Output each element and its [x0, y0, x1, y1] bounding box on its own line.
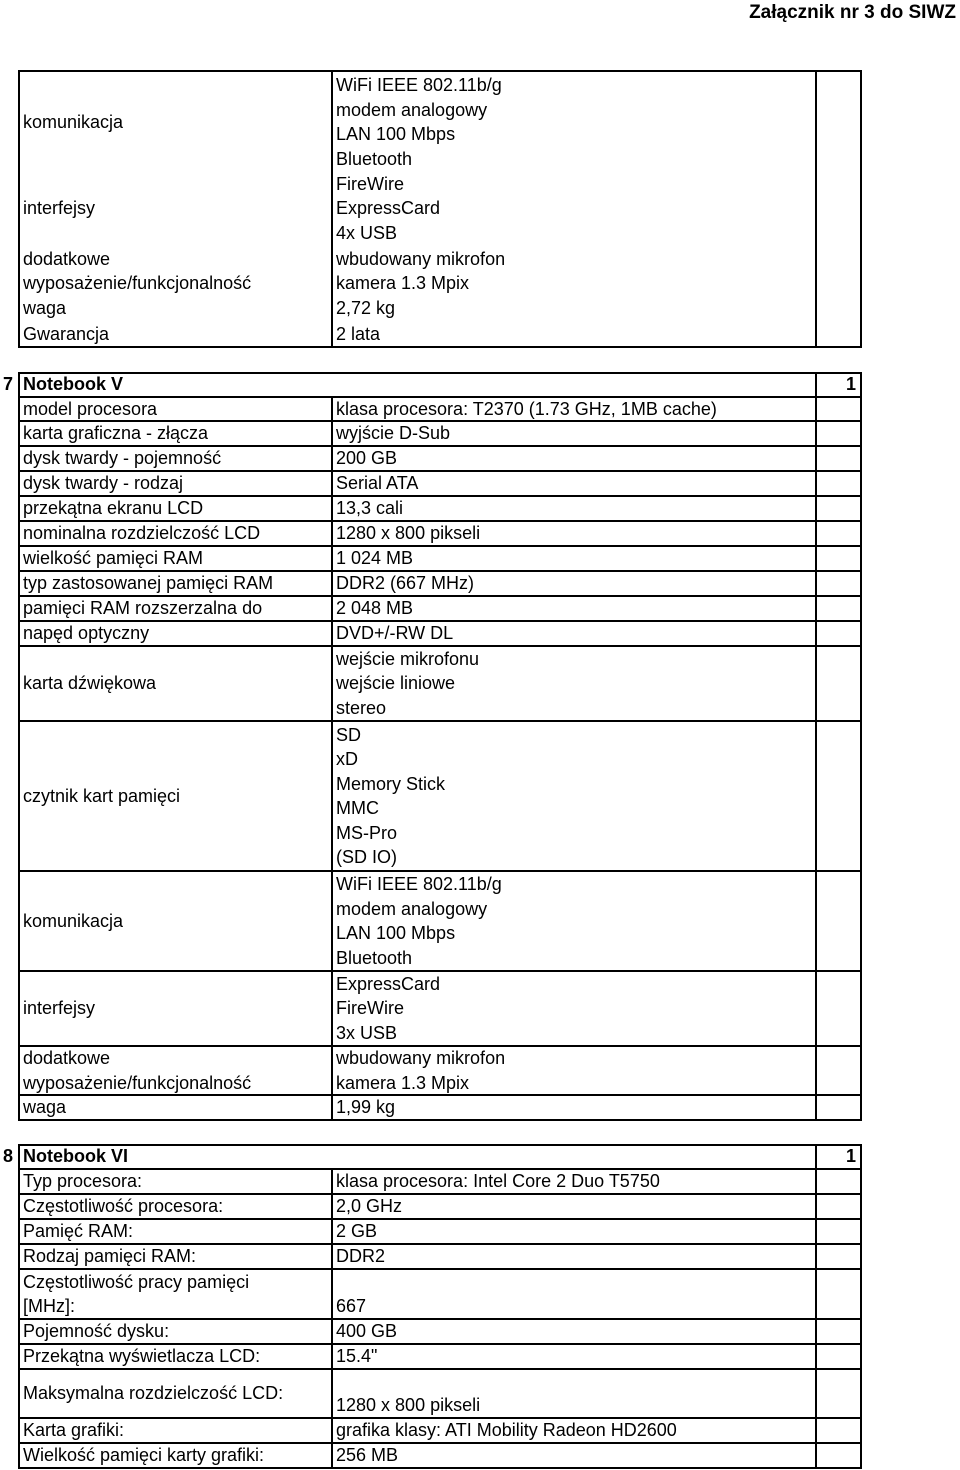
s8-top-border	[18, 1144, 862, 1146]
s7-col3-border	[815, 372, 817, 1120]
s7-row-value	[336, 397, 717, 422]
s7-row-divider	[18, 595, 331, 597]
s7-row-value-line: Serial ATA	[336, 473, 419, 494]
s7-row-value-line: 1 024 MB	[336, 548, 414, 569]
s7-row-divider	[18, 420, 331, 422]
top-row-value-line: WiFi IEEE 802.11b/g	[336, 75, 502, 95]
s7-row-value-line: (SD IO)	[336, 847, 397, 867]
top-row-label	[23, 247, 251, 296]
s7-row-label-line: model procesora	[23, 398, 158, 419]
s7-row-divider	[18, 570, 331, 572]
s8-row-value-line: 15.4"	[336, 1346, 378, 1367]
s7-row-label-line: pamięci RAM rozszerzalna do	[23, 598, 263, 619]
s8-title-underline	[18, 1168, 331, 1170]
s7-row-value	[336, 723, 445, 870]
s7-row-divider	[18, 1094, 331, 1096]
s7-row-value-line: klasa procesora: T2370 (1.73 GHz, 1MB cache)	[336, 398, 717, 419]
s8-row-label-line: Częstotliwość procesora:	[23, 1196, 224, 1217]
s7-value-divider	[331, 595, 862, 597]
s7-row-value	[336, 1095, 395, 1120]
page-header: Załącznik nr 3 do SIWZ	[749, 2, 956, 23]
s7-row-label	[23, 671, 156, 696]
s7-row-label-line: napęd optyczny	[23, 623, 150, 644]
s8-row-value	[336, 1194, 402, 1219]
s7-row-label	[23, 596, 262, 621]
top-row-value	[336, 247, 505, 296]
s7-row-divider	[18, 720, 331, 722]
top-row-value-line: 4x USB	[336, 222, 398, 243]
top-row-label	[23, 110, 123, 135]
top-col3-border	[815, 71, 817, 347]
s7-value-divider	[331, 545, 862, 547]
s8-row-label-line: Przekątna wyświetlacza LCD:	[23, 1346, 261, 1367]
s7-value-divider	[331, 445, 862, 447]
s7-row-value	[336, 546, 413, 571]
s7-row-value-line: stereo	[336, 697, 387, 718]
s8-row-label	[23, 1443, 264, 1468]
s7-row-value	[336, 521, 480, 546]
s8-row-label-line: Pamięć RAM:	[23, 1221, 134, 1242]
s8-row-label	[23, 1344, 260, 1369]
s7-row-value-line: 13,3 cali	[336, 498, 404, 519]
s7-title-underline	[18, 396, 331, 398]
s7-row-label	[23, 1095, 66, 1120]
s8-value-divider	[331, 1368, 862, 1370]
s7-value-divider	[331, 970, 862, 972]
s7-value-top	[331, 396, 862, 398]
s7-row-label	[23, 621, 149, 646]
top-row-value-line: ExpressCard	[336, 198, 441, 219]
s7-row-divider	[18, 970, 331, 972]
s7-row-label-line: typ zastosowanej pamięci RAM	[23, 573, 274, 594]
s7-row-value-line: 2 048 MB	[336, 598, 414, 619]
s8-row-label-line: Karta grafiki:	[23, 1420, 125, 1441]
s7-row-label-line: dysk twardy - pojemność	[23, 448, 222, 469]
s8-row-value-line: 667	[336, 1295, 367, 1316]
s7-row-value-line: 200 GB	[336, 448, 398, 469]
top-row-label-line: komunikacja	[23, 111, 124, 132]
s7-left-border	[18, 372, 20, 1121]
s8-value-divider	[331, 1318, 862, 1320]
s7-row-value	[336, 421, 450, 446]
s8-row-value	[336, 1219, 377, 1244]
s7-row-divider	[18, 470, 331, 472]
s7-row-value-line: LAN 100 Mbps	[336, 923, 456, 943]
s7-value-divider	[331, 1094, 862, 1096]
s8-row-label	[23, 1381, 283, 1406]
top-top-border	[18, 70, 862, 72]
s7-row-divider	[18, 1045, 331, 1047]
s8-col3-border	[815, 1144, 817, 1468]
top-row-value-line: 2 lata	[336, 323, 381, 344]
s8-row-label	[23, 1219, 133, 1244]
top-mid-border	[331, 71, 333, 347]
s7-row-value-line: WiFi IEEE 802.11b/g	[336, 874, 502, 894]
top-row-value-line: 2,72 kg	[336, 298, 396, 319]
s7-row-value-line: Bluetooth	[336, 947, 413, 968]
s8-row-value-line: grafika klasy: ATI Mobility Radeon HD2600	[336, 1420, 677, 1441]
s7-row-label	[23, 521, 260, 546]
s7-value-divider	[331, 570, 862, 572]
s8-row-divider	[18, 1318, 331, 1320]
s8-value-divider	[331, 1243, 862, 1245]
s7-row-value-line: 3x USB	[336, 1022, 398, 1043]
top-row-value	[336, 296, 395, 321]
s8-row-value-line: DDR2	[336, 1246, 386, 1267]
s7-row-label-line: nominalna rozdzielczość LCD	[23, 523, 261, 544]
s7-row-value	[336, 647, 479, 721]
s7-row-value-line: DVD+/-RW DL	[336, 623, 454, 644]
s7-value-divider	[331, 720, 862, 722]
top-row-label	[23, 196, 95, 221]
s7-row-value	[336, 621, 453, 646]
s7-row-label	[23, 996, 95, 1021]
s7-row-value-line: MS-Pro	[336, 822, 398, 843]
s7-row-divider	[18, 645, 331, 647]
s7-row-value	[336, 496, 403, 521]
s7-row-divider	[18, 545, 331, 547]
top-row-value	[336, 73, 502, 171]
s7-quantity: 1	[846, 374, 857, 394]
s7-row-value-line: wejście liniowe	[336, 673, 456, 694]
s7-row-label	[23, 546, 203, 571]
s8-row-value	[336, 1418, 677, 1443]
top-row-value-line: LAN 100 Mbps	[336, 124, 456, 144]
s7-row-divider	[18, 520, 331, 522]
s7-row-value	[336, 1046, 505, 1095]
s7-value-divider	[331, 870, 862, 872]
s7-row-value-line: wyjście D-Sub	[336, 423, 451, 444]
top-row-label	[23, 322, 109, 347]
s8-row-value	[336, 1169, 660, 1194]
s7-value-divider	[331, 620, 862, 622]
s7-mid-border	[331, 396, 333, 1121]
top-row-value-line: FireWire	[336, 173, 404, 194]
s7-row-value-line: SD	[336, 724, 362, 745]
s8-row-value-line: 256 MB	[336, 1445, 399, 1466]
s8-row-value	[336, 1393, 480, 1418]
s8-row-value-line: 400 GB	[336, 1321, 398, 1342]
s7-row-label	[23, 446, 221, 471]
s7-row-label-line: komunikacja	[23, 910, 124, 931]
s7-row-value	[336, 872, 502, 970]
s7-row-label	[23, 397, 157, 422]
s8-value-divider	[331, 1442, 862, 1444]
top-row-label	[23, 296, 66, 321]
s8-row-value-line: 2 GB	[336, 1221, 378, 1242]
s8-row-value-line: 2,0 GHz	[336, 1196, 403, 1217]
s7-title: Notebook V	[23, 374, 124, 394]
s7-row-value-line: xD	[336, 749, 358, 769]
s7-value-divider	[331, 1045, 862, 1047]
s8-row-label-line: Maksymalna rozdzielczość LCD:	[23, 1383, 284, 1404]
s7-row-label-line: czytnik kart pamięci	[23, 785, 181, 806]
s7-row-label	[23, 421, 208, 446]
s7-row-divider	[18, 445, 331, 447]
s7-bottom-border	[18, 1119, 862, 1121]
s7-row-label	[23, 496, 203, 521]
s8-row-label-line: [MHz]:	[23, 1296, 75, 1316]
s8-row-divider	[18, 1368, 331, 1370]
s8-row-label-line: Typ procesora:	[23, 1171, 143, 1192]
s7-row-value-line: Memory Stick	[336, 773, 446, 794]
top-row-value-line: wbudowany mikrofon	[336, 248, 506, 269]
s7-row-label	[23, 909, 123, 934]
top-left-border	[18, 71, 20, 347]
top-row-label-line: dodatkowe	[23, 248, 111, 269]
s8-row-label-line: Wielkość pamięci karty grafiki:	[23, 1445, 265, 1466]
s7-row-value-line: DDR2 (667 MHz)	[336, 573, 475, 594]
s7-number: 7	[3, 374, 14, 394]
s8-row-value	[336, 1294, 366, 1319]
top-row-label-line: waga	[23, 298, 67, 319]
s8-row-value-line: klasa procesora: Intel Core 2 Duo T5750	[336, 1171, 660, 1192]
top-row-value-line: modem analogowy	[336, 99, 488, 120]
top-row-label-line: Gwarancja	[23, 323, 110, 344]
s7-row-value-line: MMC	[336, 798, 379, 818]
top-row-value	[336, 172, 440, 246]
s8-row-label	[23, 1319, 169, 1344]
s7-row-value-line: wejście mikrofonu	[336, 648, 480, 669]
s8-row-divider	[18, 1442, 331, 1444]
s7-row-divider	[18, 495, 331, 497]
s8-bottom-border	[18, 1467, 862, 1469]
s8-row-label-line: Częstotliwość pracy pamięci	[23, 1271, 250, 1292]
s8-row-label	[23, 1194, 223, 1219]
s8-row-value	[336, 1443, 398, 1468]
s7-row-value-line: 1,99 kg	[336, 1097, 396, 1118]
s8-row-divider	[18, 1243, 331, 1245]
s8-number: 8	[3, 1146, 14, 1166]
s7-row-divider	[18, 620, 331, 622]
s7-row-label	[23, 1046, 251, 1095]
top-row-value-line: Bluetooth	[336, 148, 413, 169]
s7-row-label	[23, 784, 180, 809]
s7-row-label-line: karta dźwiękowa	[23, 673, 157, 694]
s8-row-divider	[18, 1343, 331, 1345]
s7-row-label-line: przekątna ekranu LCD	[23, 498, 204, 519]
s8-row-divider	[18, 1218, 331, 1220]
s7-row-value-line: kamera 1.3 Mpix	[336, 1072, 470, 1093]
s7-value-divider	[331, 520, 862, 522]
s8-row-value	[336, 1319, 397, 1344]
s7-row-divider	[18, 870, 331, 872]
s8-row-label	[23, 1169, 142, 1194]
s7-row-label	[23, 471, 183, 496]
s7-value-divider	[331, 470, 862, 472]
top-right-border	[860, 71, 862, 347]
s7-top-border	[18, 372, 862, 374]
s7-row-value	[336, 446, 397, 471]
s8-row-divider	[18, 1417, 331, 1419]
s8-row-divider	[18, 1268, 331, 1270]
top-row-label-line: interfejsy	[23, 198, 96, 219]
s7-row-value	[336, 596, 413, 621]
s7-row-value-line: 1280 x 800 pikseli	[336, 523, 481, 544]
s8-row-value	[336, 1344, 377, 1369]
top-row-label-line: wyposażenie/funkcjonalność	[23, 273, 252, 293]
s7-row-value	[336, 571, 474, 596]
s8-value-divider	[331, 1193, 862, 1195]
s8-value-divider	[331, 1417, 862, 1419]
s7-row-label-line: dodatkowe	[23, 1048, 111, 1068]
s7-row-label-line: waga	[23, 1097, 67, 1118]
s7-row-label-line: wyposażenie/funkcjonalność	[23, 1072, 252, 1093]
s7-row-label	[23, 571, 273, 596]
s7-value-divider	[331, 495, 862, 497]
s8-row-label	[23, 1244, 196, 1269]
s7-row-label-line: interfejsy	[23, 998, 96, 1019]
s8-row-value-line: 1280 x 800 pikseli	[336, 1395, 481, 1416]
s8-value-divider	[331, 1343, 862, 1345]
top-row-value-line: kamera 1.3 Mpix	[336, 273, 470, 293]
s8-value-top	[331, 1168, 862, 1170]
s7-row-value	[336, 471, 418, 496]
s8-title: Notebook VI	[23, 1146, 129, 1166]
s7-row-label-line: dysk twardy - rodzaj	[23, 473, 184, 494]
s7-row-value-line: ExpressCard	[336, 973, 441, 994]
s7-row-value-line: wbudowany mikrofon	[336, 1048, 506, 1068]
s8-value-divider	[331, 1218, 862, 1220]
s8-row-label	[23, 1270, 249, 1319]
s7-value-divider	[331, 420, 862, 422]
s8-row-label-line: Pojemność dysku:	[23, 1321, 170, 1342]
s7-right-border	[860, 372, 862, 1121]
s7-row-label-line: wielkość pamięci RAM	[23, 548, 204, 569]
top-bottom-border	[18, 346, 862, 348]
s8-row-divider	[18, 1193, 331, 1195]
s7-row-value	[336, 972, 440, 1046]
s8-value-divider	[331, 1268, 862, 1270]
top-row-value	[336, 322, 380, 347]
s7-row-value-line: FireWire	[336, 998, 404, 1019]
s8-quantity: 1	[846, 1146, 857, 1166]
s8-row-label-line: Rodzaj pamięci RAM:	[23, 1246, 197, 1267]
s8-row-value	[336, 1244, 385, 1269]
s7-row-label-line: karta graficzna - złącza	[23, 423, 209, 444]
s8-row-label	[23, 1418, 124, 1443]
s7-value-divider	[331, 645, 862, 647]
s7-row-value-line: modem analogowy	[336, 898, 488, 919]
